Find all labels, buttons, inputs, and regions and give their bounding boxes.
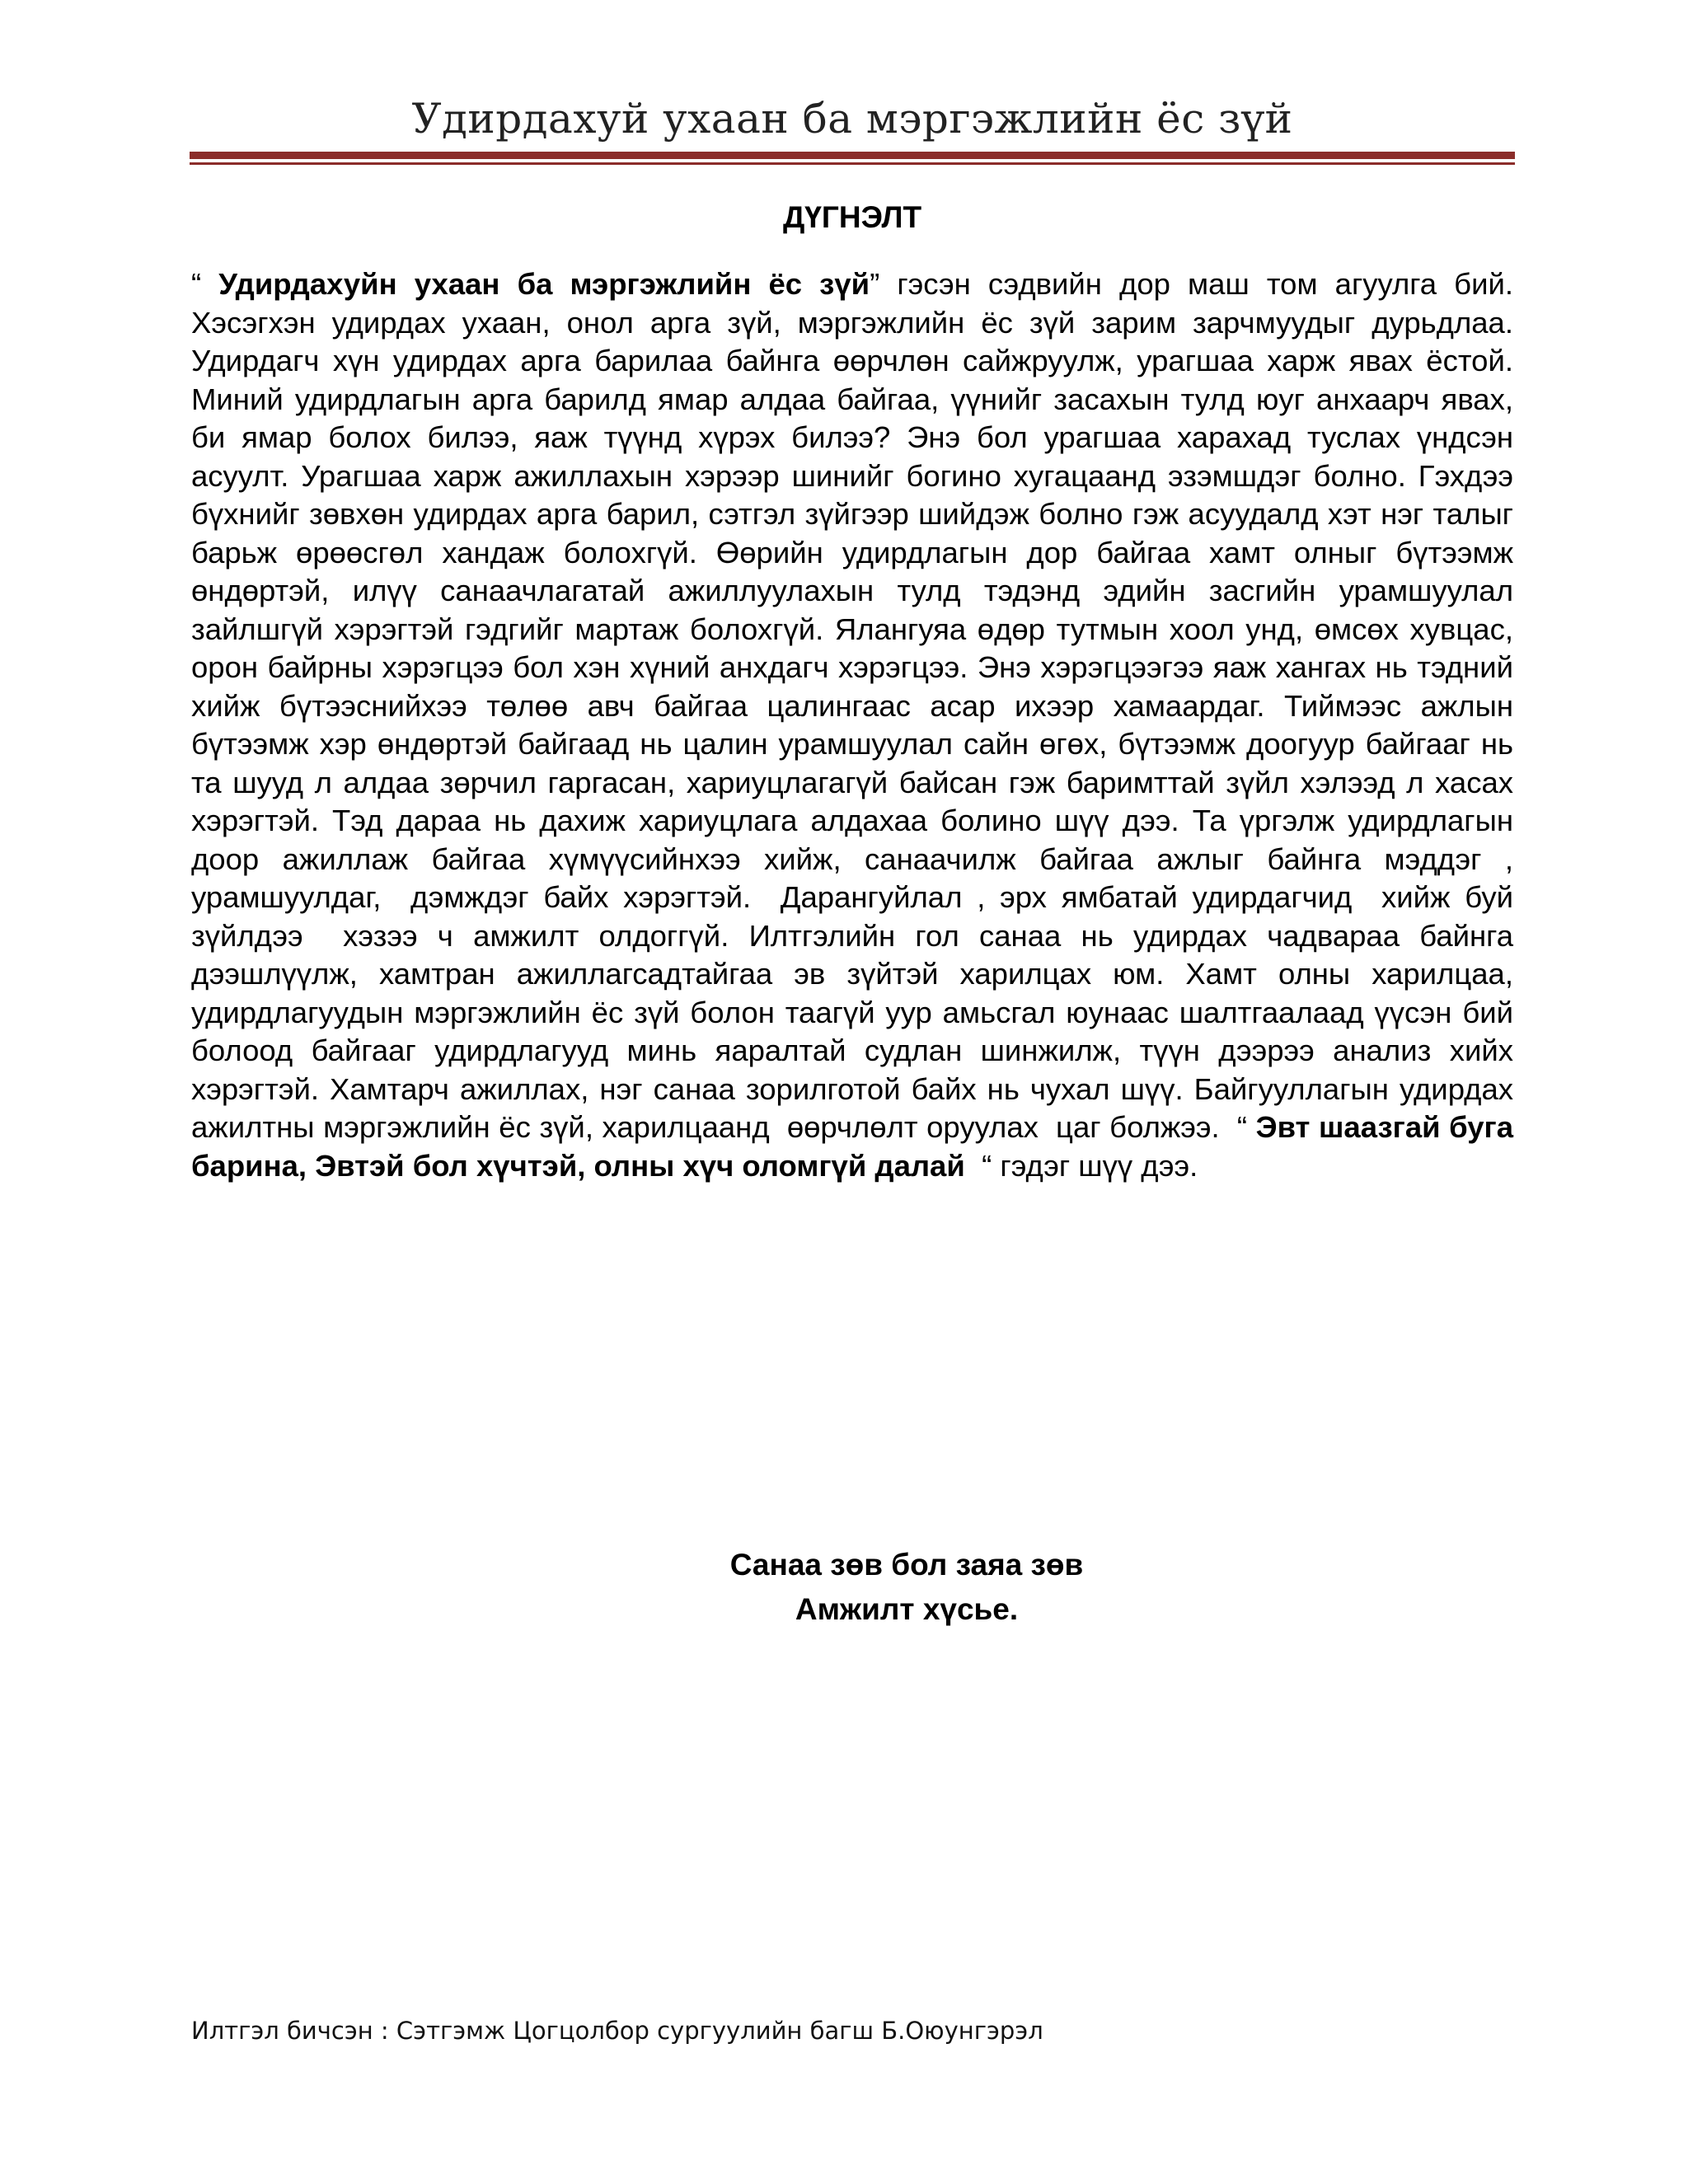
closing-line-1: Санаа зөв бол заяа зөв [729, 1548, 1084, 1582]
header-rule-thin [190, 162, 1515, 165]
section-title: ДҮГНЭЛТ [782, 200, 922, 234]
header-rule-thick [190, 152, 1515, 159]
closing-wishes [659, 1543, 1154, 1632]
closing-line-2: Амжилт хүсье. [795, 1592, 1019, 1626]
quote-open: “ [191, 267, 219, 301]
paragraph-closing-text: “ гэдэг шүү дээ. [964, 1148, 1198, 1183]
proverb-bold: Эвт шаазгай буга барина, Эвтэй бол хүчтэй, олны хүч оломгүй далай [191, 1110, 1522, 1183]
lead-bold-phrase: Удирдахуйн ухаан ба мэргэжлийн ёс зүй [218, 267, 870, 301]
paragraph-main-text: ” гэсэн сэдвийн дор маш том агуулга бий. Хэсэгхэн удирдах ухаан, онол арга зүй, мэргэжлийн ёс зүй зарим зарчмуудыг дурьдлаа. Удирдагч хүн удирдах арга барилаа байнга өөрчлөн сайжруулж, урагшаа харж явах ёстой. Миний удирдлагын арга барилд ямар алдаа байгаа, үүнийг засахын тулд юуг анхаарч явах, би ямар болох билээ, яаж түүнд хүрэх билээ? Энэ бол урагшаа харахад туслах үндсэн асуулт. Урагшаа харж ажиллахын хэрээр шинийг богино хугацаанд эзэмшдэг болно. Гэхдээ бүхнийг зөвхөн удирдах арга барил, сэтгэл зүйгээр шийдэж болно гэж асуудалд хэт нэг талыг барьж өрөөсгөл хандаж болохгүй. Өөрийн удирдлагын дор байгаа хамт олныг бүтээмж өндөртэй, илүү санаачлагатай ажиллуулахын тулд тэдэнд эдийн засгийн урамшуулал зайлшгүй хэрэгтэй гэдгийг мартаж болохгүй. Ялангуяа өдөр тутмын хоол унд, өмсөх хувцас, орон байрны хэрэгцээ бол хэн хүний анхдагч хэрэгцээ. Энэ хэрэгцээгээ яаж хангах нь тэдний хийж бүтээснийхээ төлөө авч байгаа цалингаас асар ихээр хамаардаг. Тиймээс ажлын бүтээмж хэр өндөртэй байгаад нь цалин урамшуулал сайн өгөх, бүтээмж доогуур байгааг нь та шууд л алдаа зөрчил гаргасан, хариуцлагагүй байсан гэж баримттай зүйл хэлээд л хасах хэрэгтэй. Тэд дараа нь дахиж хариуцлага алдахаа болино шүү дээ. Та үргэлж удирдлагын доор ажиллаж байгаа хүмүүсийнхээ хийж, санаачилж байгаа ажлыг байнга мэддэг , урамшуулдаг, дэмждэг байх хэрэгтэй. Дарангуйлал , эрх ямбатай удирдагчид хийж буй зүйлдээ хэзээ ч амжилт олдоггүй. Илтгэлийн гол санаа нь удирдах чадвараа байнга дээшлүүлж, хамтран ажиллагсадтайгаа эв зүйтэй харилцах юм. Хамт олны харилцаа, удирдлагуудын мэргэжлийн ёс зүй болон таагүй уур амьсгал юунаас шалтгаалаад үүсэн бий болоод байгааг удирдлагууд минь яаралтай судлан шинжилж, түүн дээрээ анализ хийх хэрэгтэй. Хамтарч ажиллах, нэг санаа зорилготой байх нь чухал шүү. Байгууллагын удирдах ажилтны мэргэжлийн ёс зүй, харилцаанд өөрчлөлт оруулах цаг болжээ. “ [191, 267, 1522, 1144]
page-header-title: Удирдахуй ухаан ба мэргэжлийн ёс зүй [411, 95, 1293, 143]
conclusion-paragraph [191, 265, 1522, 1185]
page-footer: Илтгэл бичсэн : Сэтгэмж Цогцолбор сургуулийн багш Б.Оюунгэрэл [191, 2017, 1043, 2045]
